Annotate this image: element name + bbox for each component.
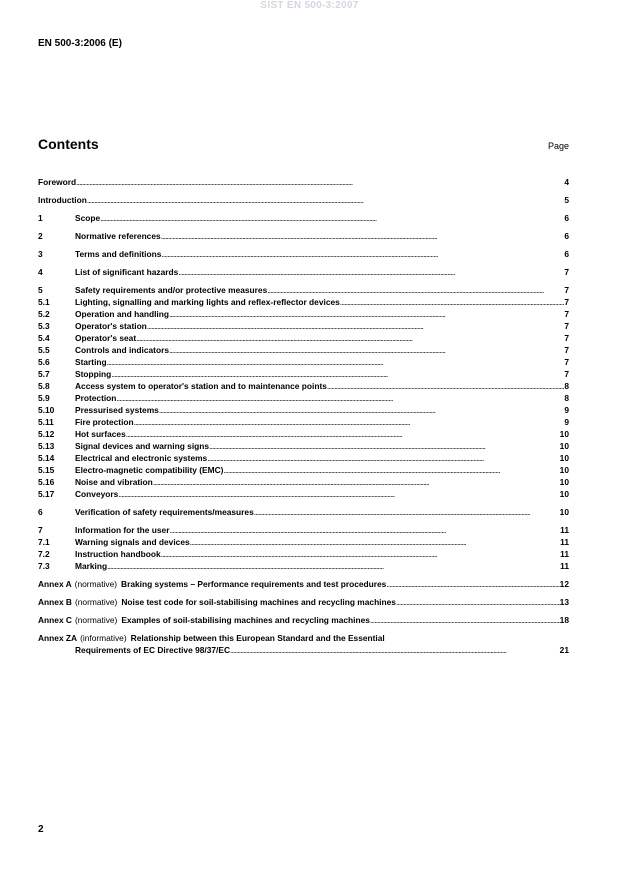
toc-entry[interactable] (38, 524, 569, 536)
dot-leader (396, 596, 560, 608)
annex-row (38, 632, 569, 644)
entry-page: 6 (564, 213, 569, 223)
entry-page: 10 (559, 465, 569, 475)
entry-title: Scope (75, 213, 101, 223)
dot-leader (87, 194, 564, 206)
entry-title: Access system to operator's station and to maintenance points (75, 381, 327, 391)
entry-title: Operator's station (75, 321, 147, 331)
annex-kind: (normative) (74, 597, 118, 607)
annex-entry[interactable] (38, 632, 569, 656)
annex-title: Relationship between this European Standard and the Essential (130, 633, 385, 643)
toc-entry[interactable] (38, 284, 569, 296)
entry-title: List of significant hazards (75, 267, 179, 277)
toc-entry[interactable] (38, 476, 569, 488)
annex-page: 13 (559, 597, 569, 607)
annex-kind: (normative) (74, 615, 118, 625)
annex-title: Examples of soil-stabilising machines and recycling machines (121, 615, 370, 625)
entry-page: 10 (559, 489, 569, 499)
toc-entry[interactable] (38, 440, 569, 452)
entry-number: 7.3 (38, 561, 50, 571)
annex-entry[interactable] (38, 578, 569, 590)
entry-title: Instruction handbook (75, 549, 161, 559)
annex-page: 21 (559, 645, 569, 655)
entry-page: 8 (564, 381, 569, 391)
toc-entry[interactable] (38, 344, 569, 356)
entry-number: 5.8 (38, 381, 50, 391)
table-of-contents (38, 176, 569, 662)
toc-entry[interactable] (38, 560, 569, 572)
dot-leader (223, 464, 559, 476)
dot-leader (100, 212, 564, 224)
toc-entry[interactable] (38, 392, 569, 404)
entry-number: 5.10 (38, 405, 55, 415)
toc-entry[interactable] (38, 176, 569, 188)
entry-page: 6 (564, 231, 569, 241)
entry-page: 11 (560, 537, 569, 547)
entry-title: Electrical and electronic systems (75, 453, 208, 463)
dot-leader (386, 578, 559, 590)
entry-number: 5.7 (38, 369, 50, 379)
toc-entry[interactable] (38, 416, 569, 428)
entry-number: 5.12 (38, 429, 55, 439)
entry-page: 4 (564, 177, 569, 187)
dot-leader (178, 266, 564, 278)
annex-entry[interactable] (38, 614, 569, 626)
entry-page: 6 (564, 249, 569, 259)
entry-title: Marking (75, 561, 108, 571)
annex-title: Noise test code for soil-stabilising machines and recycling machines (121, 597, 396, 607)
entry-page: 10 (559, 429, 569, 439)
entry-title: Hot surfaces (75, 429, 126, 439)
annex-kind: (normative) (74, 579, 118, 589)
entry-title: Information for the user (75, 525, 170, 535)
entry-number: 5.5 (38, 345, 50, 355)
dot-leader (169, 308, 564, 320)
toc-group (38, 212, 569, 224)
entry-page: 10 (559, 477, 569, 487)
entry-page: 7 (564, 369, 569, 379)
entry-page: 5 (564, 195, 569, 205)
dot-leader (207, 452, 559, 464)
entry-title: Conveyors (75, 489, 119, 499)
entry-title: Fire protection (75, 417, 134, 427)
toc-entry[interactable] (38, 266, 569, 278)
annex-label: Annex A (38, 579, 72, 589)
dot-leader (190, 536, 560, 548)
entry-title: Signal devices and warning signs (75, 441, 210, 451)
dot-leader (169, 524, 560, 536)
dot-leader (111, 368, 564, 380)
entry-page: 11 (560, 525, 569, 535)
entry-number: 5.16 (38, 477, 55, 487)
toc-entry[interactable] (38, 368, 569, 380)
entry-number: 6 (38, 507, 43, 517)
entry-page: 7 (564, 267, 569, 277)
entry-title: Protection (75, 393, 117, 403)
entry-number: 2 (38, 231, 43, 241)
entry-page: 11 (560, 561, 569, 571)
entry-page: 11 (560, 549, 569, 559)
entry-number: 4 (38, 267, 43, 277)
toc-entry[interactable] (38, 428, 569, 440)
toc-group (38, 524, 569, 572)
entry-page: 7 (564, 285, 569, 295)
annex-row (38, 644, 569, 656)
dot-leader (230, 644, 560, 656)
entry-page: 7 (564, 297, 569, 307)
dot-leader (161, 230, 565, 242)
toc-entry[interactable] (38, 464, 569, 476)
dot-leader (169, 344, 564, 356)
dot-leader (126, 428, 560, 440)
document-header: EN 500-3:2006 (E) (38, 38, 122, 49)
dot-leader (267, 284, 564, 296)
entry-number: 1 (38, 213, 43, 223)
entry-title: Warning signals and devices (75, 537, 190, 547)
toc-entry[interactable] (38, 320, 569, 332)
annex-row (38, 578, 569, 590)
entry-number: 3 (38, 249, 43, 259)
entry-number: 5.17 (38, 489, 55, 499)
dot-leader (136, 332, 564, 344)
toc-group (38, 194, 569, 206)
toc-entry[interactable] (38, 212, 569, 224)
annex-kind: (informative) (80, 633, 127, 643)
entry-number: 5.2 (38, 309, 50, 319)
dot-leader (370, 614, 560, 626)
annex-entry[interactable] (38, 596, 569, 608)
entry-page: 9 (564, 417, 569, 427)
toc-group (38, 176, 569, 188)
toc-entry[interactable] (38, 506, 569, 518)
entry-page: 7 (564, 357, 569, 367)
annex-label: Annex C (38, 615, 72, 625)
entry-number: 5.14 (38, 453, 55, 463)
entry-number: 7 (38, 525, 43, 535)
annex-label: Annex ZA (38, 633, 78, 643)
entry-title: Pressurised systems (75, 405, 159, 415)
entry-page: 7 (564, 309, 569, 319)
toc-group (38, 506, 569, 518)
entry-title: Stopping (75, 369, 112, 379)
entry-title: Controls and indicators (75, 345, 169, 355)
entry-page: 7 (564, 345, 569, 355)
dot-leader (116, 392, 564, 404)
annex-title-continued: Requirements of EC Directive 98/37/EC (75, 645, 230, 655)
toc-entry[interactable] (38, 380, 569, 392)
dot-leader (118, 488, 559, 500)
toc-entry[interactable] (38, 332, 569, 344)
entry-number: 5 (38, 285, 43, 295)
contents-title: Contents (38, 136, 99, 152)
entry-number: 7.1 (38, 537, 50, 547)
page-number: 2 (38, 824, 44, 835)
entry-number: 5.15 (38, 465, 55, 475)
entry-title: Noise and vibration (75, 477, 153, 487)
entry-number: 5.11 (38, 417, 54, 427)
dot-leader (147, 320, 565, 332)
dot-leader (153, 476, 560, 488)
dot-leader (327, 380, 564, 392)
entry-number: 5.9 (38, 393, 50, 403)
dot-leader (134, 416, 565, 428)
dot-leader (209, 440, 560, 452)
entry-title: Foreword (38, 177, 77, 187)
entry-title: Introduction (38, 195, 87, 205)
entry-number: 5.4 (38, 333, 50, 343)
toc-entry[interactable] (38, 488, 569, 500)
dot-leader (161, 548, 561, 560)
entry-title: Lighting, signalling and marking lights and reflex-reflector devices (75, 297, 340, 307)
entry-number: 7.2 (38, 549, 50, 559)
entry-number: 5.6 (38, 357, 50, 367)
dot-leader (159, 404, 565, 416)
watermark: SIST EN 500-3:2007 (260, 0, 359, 11)
toc-group (38, 248, 569, 260)
toc-entry[interactable] (38, 248, 569, 260)
toc-entry[interactable] (38, 230, 569, 242)
entry-page: 10 (559, 453, 569, 463)
dot-leader (107, 356, 565, 368)
entry-page: 7 (564, 333, 569, 343)
entry-title: Operator's seat (75, 333, 137, 343)
toc-entry[interactable] (38, 452, 569, 464)
toc-entry[interactable] (38, 308, 569, 320)
dot-leader (340, 296, 565, 308)
toc-entry[interactable] (38, 356, 569, 368)
annex-title: Braking systems – Performance requirements and test procedures (121, 579, 387, 589)
dot-leader (254, 506, 560, 518)
entry-title: Terms and definitions (75, 249, 162, 259)
dot-leader (161, 248, 564, 260)
annex-row (38, 614, 569, 626)
entry-page: 10 (559, 507, 569, 517)
annex-page: 12 (559, 579, 569, 589)
entry-number: 5.1 (38, 297, 50, 307)
page-column-label: Page (547, 141, 569, 151)
entry-title: Verification of safety requirements/measures (75, 507, 254, 517)
toc-entry[interactable] (38, 548, 569, 560)
toc-group (38, 230, 569, 242)
toc-entry[interactable] (38, 536, 569, 548)
toc-entry[interactable] (38, 194, 569, 206)
dot-leader (107, 560, 560, 572)
entry-number: 5.13 (38, 441, 55, 451)
entry-title: Starting (75, 357, 107, 367)
entry-page: 7 (564, 321, 569, 331)
toc-entry[interactable] (38, 404, 569, 416)
entry-title: Operation and handling (75, 309, 169, 319)
entry-title: Normative references (75, 231, 161, 241)
entry-page: 9 (564, 405, 569, 415)
entry-page: 10 (559, 441, 569, 451)
annex-row (38, 596, 569, 608)
entry-number: 5.3 (38, 321, 50, 331)
entry-title: Safety requirements and/or protective measures (75, 285, 268, 295)
toc-group (38, 284, 569, 500)
entry-title: Electro-magnetic compatibility (EMC) (75, 465, 224, 475)
toc-group (38, 266, 569, 278)
annex-label: Annex B (38, 597, 72, 607)
toc-entry[interactable] (38, 296, 569, 308)
entry-page: 8 (564, 393, 569, 403)
annex-page: 18 (559, 615, 569, 625)
dot-leader (76, 176, 564, 188)
